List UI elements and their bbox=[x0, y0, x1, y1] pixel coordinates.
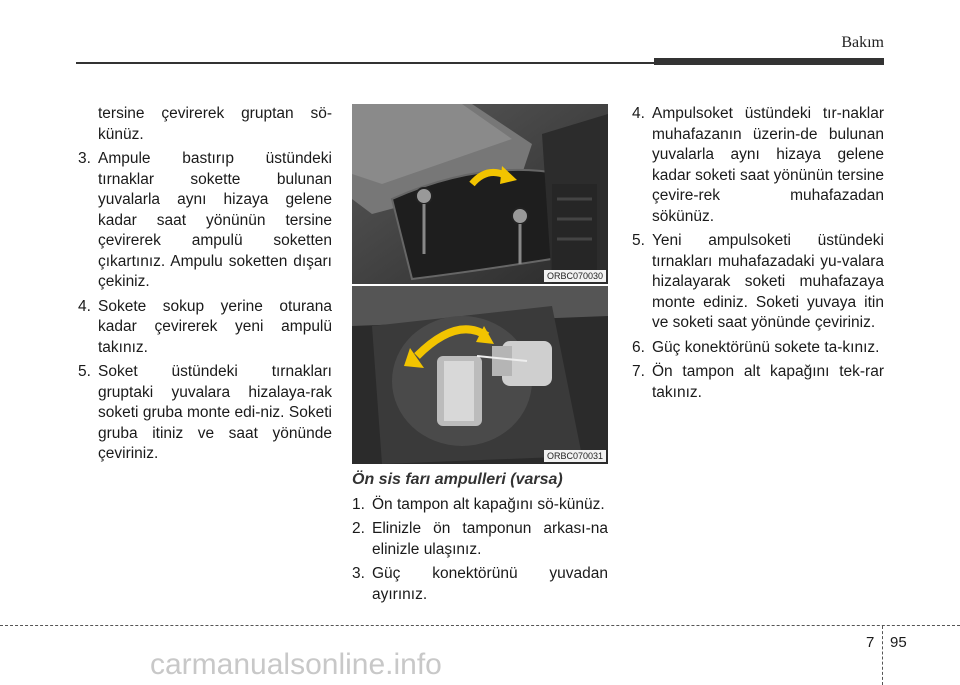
item-number: 2. bbox=[352, 520, 365, 537]
item-text: Güç konektörünü yuvadan ayırınız. bbox=[372, 565, 608, 603]
page-header-title: Bakım bbox=[841, 34, 884, 51]
item-text: Yeni ampulsoketi üstündeki tırnakları muhafazadaki yu-valara hizalayarak soketi muhafazaya monte ediniz. Soketi yuvaya itin ve soketi saat yönünde çeviriniz. bbox=[652, 232, 884, 331]
figure-bulb-socket bbox=[352, 286, 608, 464]
item-number: 6. bbox=[632, 338, 645, 356]
item-text: Ampule bastırıp üstündeki tırnaklar sokette bulunan yuvalarla aynı hizaya gelene kadar saat yönünün tersine çevirerek ampulü soketten çıkartınız. Ampulu soketten dışarı çekiniz. bbox=[98, 150, 332, 290]
section-title: Ön sis farı ampulleri (varsa) bbox=[352, 471, 563, 488]
page-number: 95 bbox=[890, 634, 907, 651]
list-item bbox=[78, 297, 332, 359]
item-number: 4. bbox=[78, 297, 91, 315]
figure-illustration bbox=[352, 104, 608, 284]
header-bar bbox=[654, 58, 884, 65]
item-number: 4. bbox=[632, 105, 645, 122]
item-number: 7. bbox=[632, 363, 645, 380]
footer-rule bbox=[0, 625, 960, 626]
chapter-number: 7 bbox=[866, 634, 875, 651]
item-text: Sokete sokup yerine oturana kadar çevirerek yeni ampulü takınız. bbox=[98, 297, 332, 356]
item-number: 5. bbox=[632, 232, 645, 249]
list-item bbox=[632, 231, 884, 334]
list-item bbox=[352, 564, 608, 605]
item-number: 1. bbox=[352, 495, 365, 513]
list-item bbox=[78, 149, 332, 293]
item-text: Güç konektörünü sokete ta-kınız. bbox=[652, 338, 880, 356]
figure-headlamp-cover bbox=[352, 104, 608, 284]
list-item bbox=[632, 104, 884, 227]
list-item bbox=[632, 362, 884, 403]
item-number: 3. bbox=[352, 565, 365, 582]
list-item bbox=[352, 495, 608, 516]
list-item bbox=[352, 519, 608, 560]
list-item bbox=[78, 362, 332, 465]
item-number: 3. bbox=[78, 150, 91, 167]
right-column bbox=[632, 104, 884, 407]
left-column bbox=[78, 104, 332, 469]
figure-code: ORBC070030 bbox=[544, 270, 606, 282]
continuation-text: tersine çevirerek gruptan sö-künüz. bbox=[98, 105, 332, 143]
item-text: Ön tampon alt kapağını sö-künüz. bbox=[372, 495, 605, 513]
footer-divider bbox=[882, 626, 883, 685]
item-number: 5. bbox=[78, 363, 91, 380]
watermark: carmanualsonline.info bbox=[150, 648, 442, 681]
list-item bbox=[632, 338, 884, 359]
figure-code: ORBC070031 bbox=[544, 450, 606, 462]
item-text: Soket üstündeki tırnakları gruptaki yuvalara hizalaya-rak soketi gruba monte edi-niz. Soketi gruba itiniz ve saat yönünde çeviriniz. bbox=[98, 363, 332, 462]
item-text: Ön tampon alt kapağını tek-rar takınız. bbox=[652, 363, 884, 401]
middle-column bbox=[352, 470, 608, 609]
item-text: Ampulsoket üstündeki tır-naklar muhafazanın üzerin-de bulunan yuvalarla aynı hizaya gelene kadar soketi saat yönünün tersine çevire-rek muhafazadan sökünüz. bbox=[652, 105, 884, 225]
figure-illustration bbox=[352, 286, 608, 464]
item-text: Elinizle ön tamponun arkası-na elinizle ulaşınız. bbox=[372, 520, 608, 558]
